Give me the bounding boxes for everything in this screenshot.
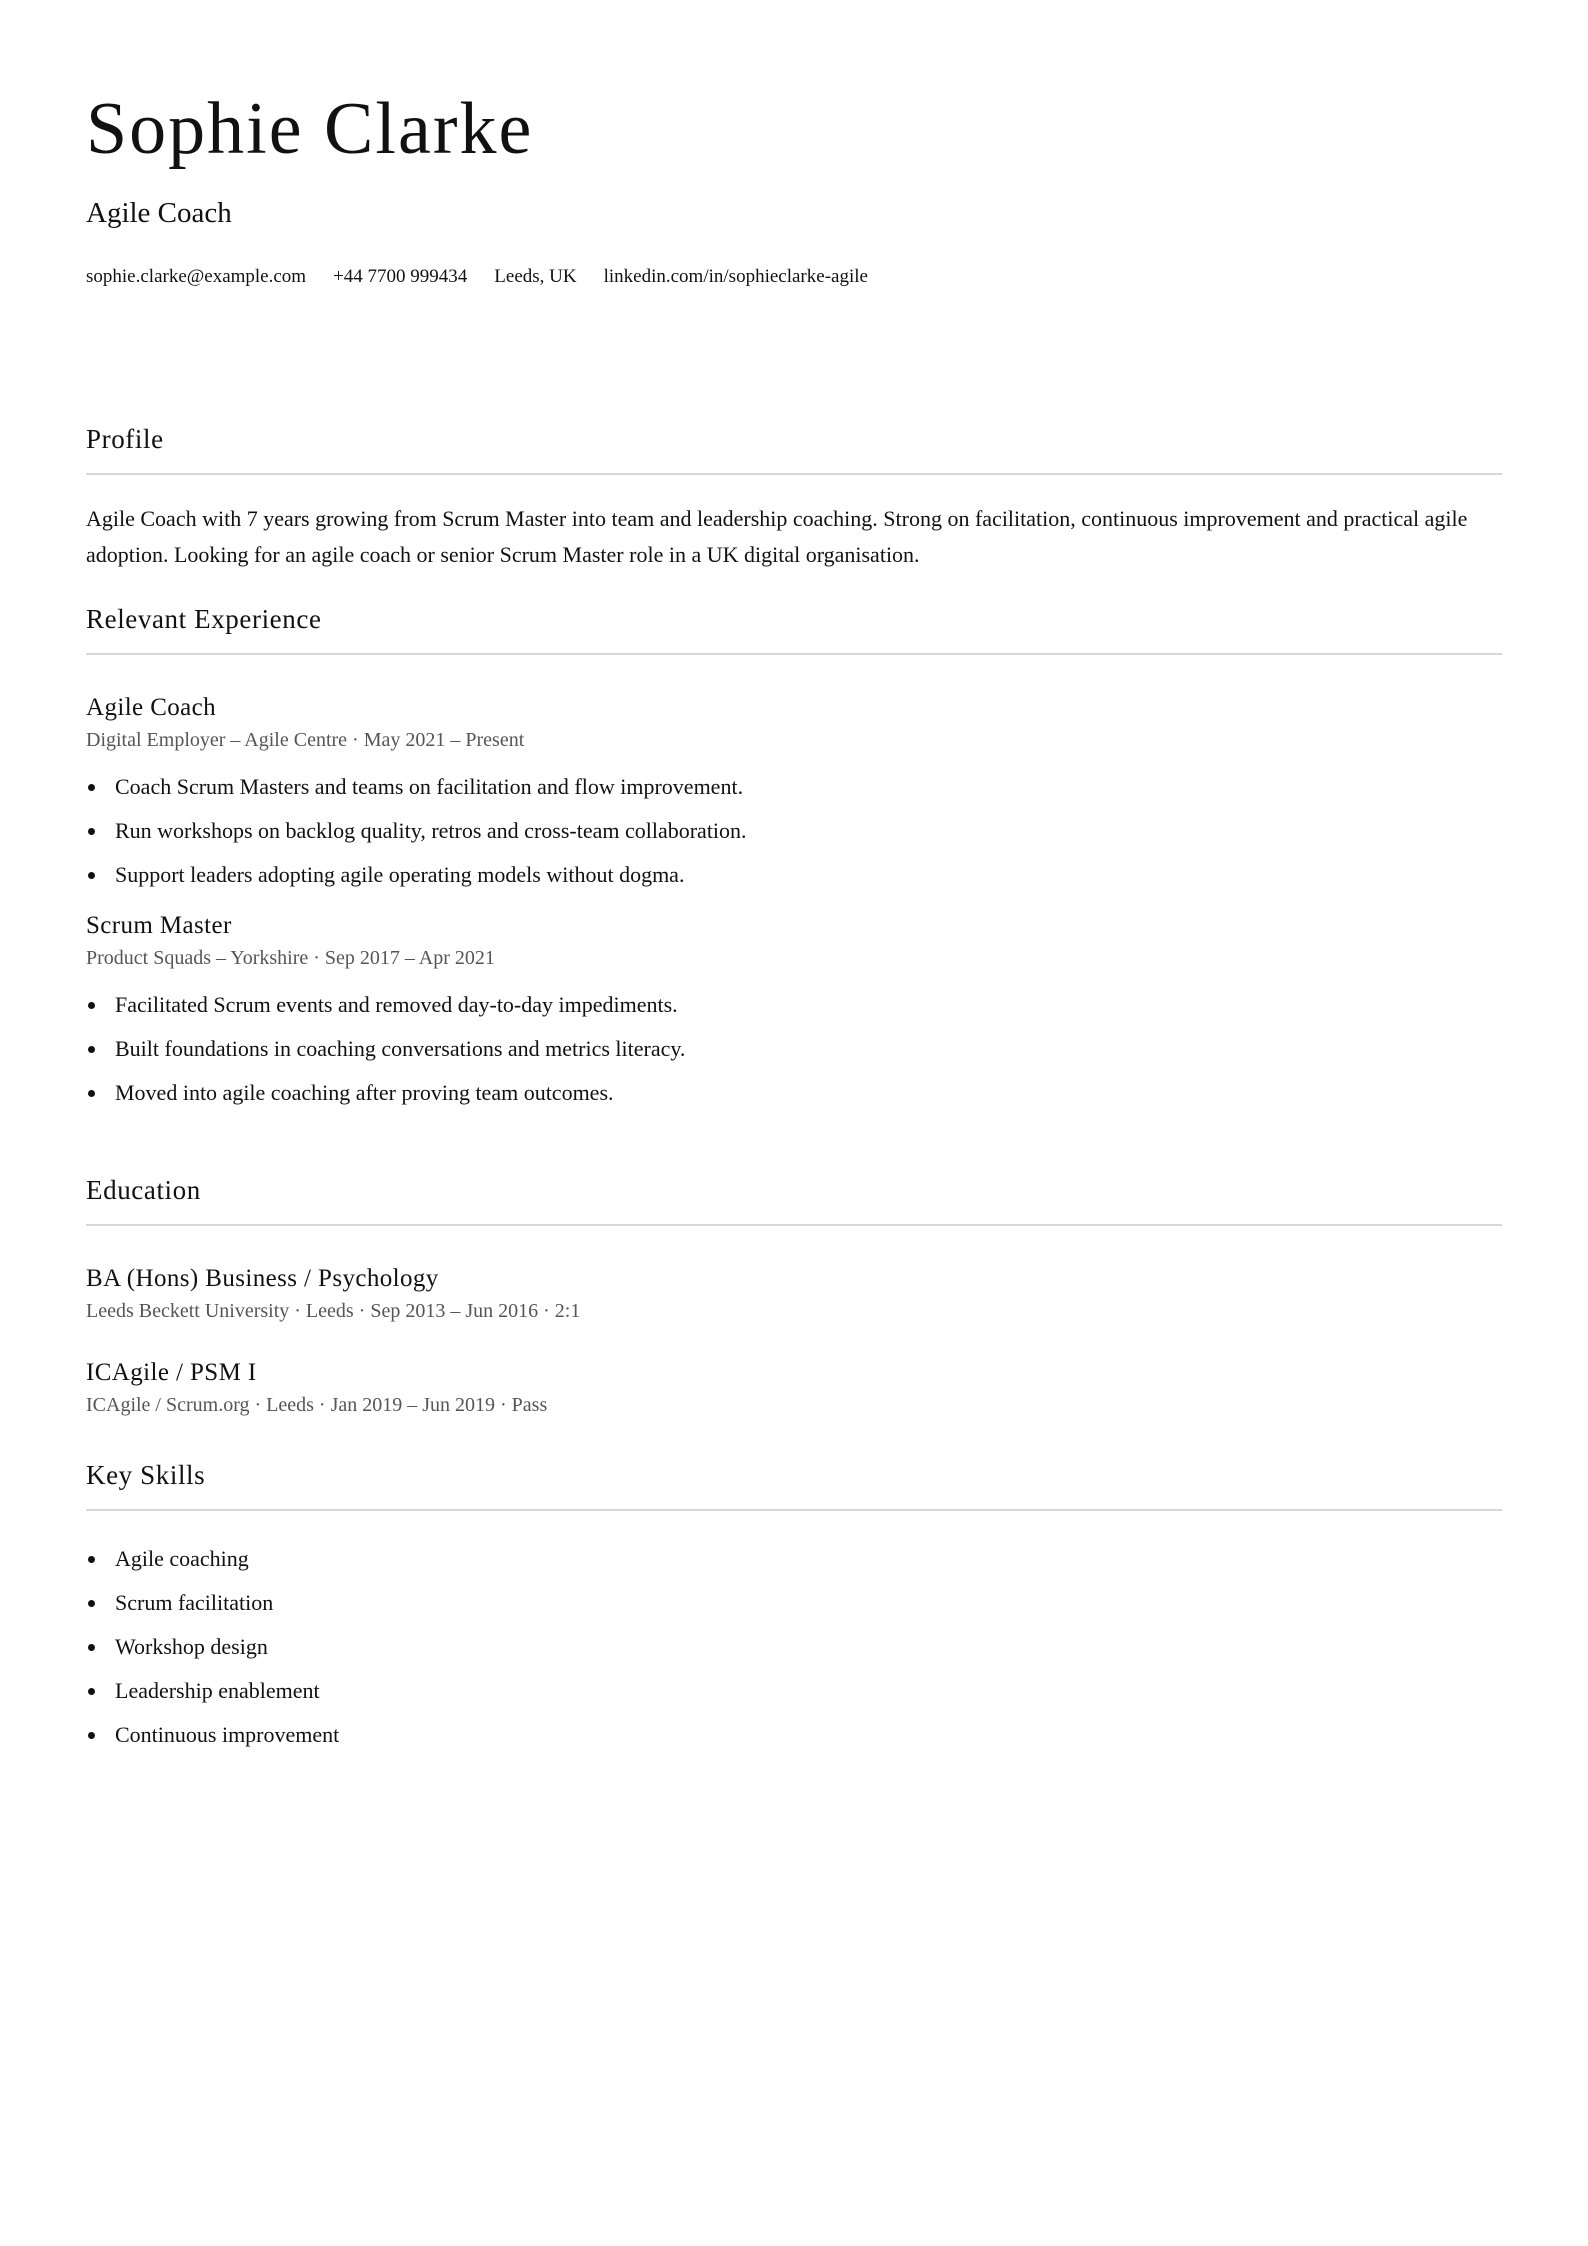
section-heading-skills: Key Skills [86,1460,1502,1511]
list-item: Support leaders adopting agile operating models without dogma. [86,853,1502,897]
section-heading-profile: Profile [86,424,1502,475]
list-item: Facilitated Scrum events and removed day-to-day impediments. [86,983,1502,1027]
job-bullets [86,983,1502,1115]
job-title: Scrum Master [86,912,232,939]
candidate-name: Sophie Clarke [86,88,534,170]
education-title: ICAgile / PSM I [86,1359,257,1386]
job-meta: Digital Employer – Agile Centre · May 2021 – Present [86,729,525,751]
education-title: BA (Hons) Business / Psychology [86,1265,439,1292]
profile-section [86,424,1502,573]
list-item: Coach Scrum Masters and teams on facilitation and flow improvement. [86,765,1502,809]
skills-section [86,1460,1502,1757]
job-meta: Product Squads – Yorkshire · Sep 2017 – Apr 2021 [86,947,495,969]
skill-item: Continuous improvement [86,1713,1502,1757]
job-title: Agile Coach [86,694,217,721]
education-meta: ICAgile / Scrum.org · Leeds · Jan 2019 – Jun 2019 · Pass [86,1394,548,1416]
experience-section [86,604,1502,1115]
contact-bar [86,266,868,288]
profile-summary: Agile Coach with 7 years growing from Scrum Master into team and leadership coaching. Strong on facilitation, continuous improvement and practical agile adoption. Looking for an agile coach or senior Scrum Master role in a UK digital organisation. [86,506,1468,567]
section-heading-experience: Relevant Experience [86,604,1502,655]
education-section [86,1175,1502,1418]
skill-item: Leadership enablement [86,1669,1502,1713]
education-meta: Leeds Beckett University · Leeds · Sep 2013 – Jun 2016 · 2:1 [86,1300,581,1322]
skill-item: Agile coaching [86,1537,1502,1581]
education-entry [86,1264,1502,1324]
education-entry [86,1358,1502,1418]
contact-location: Leeds, UK [494,266,577,287]
skill-item: Scrum facilitation [86,1581,1502,1625]
job-bullets [86,765,1502,897]
contact-email[interactable]: sophie.clarke@example.com [86,266,307,287]
job-entry [86,911,1502,1115]
list-item: Run workshops on backlog quality, retros and cross-team collaboration. [86,809,1502,853]
contact-phone[interactable]: +44 7700 999434 [333,266,468,287]
skills-list [86,1537,1502,1757]
candidate-title: Agile Coach [86,197,232,229]
list-item: Moved into agile coaching after proving team outcomes. [86,1071,1502,1115]
skill-item: Workshop design [86,1625,1502,1669]
section-heading-education: Education [86,1175,1502,1226]
list-item: Built foundations in coaching conversations and metrics literacy. [86,1027,1502,1071]
job-entry [86,693,1502,897]
contact-linkedin[interactable]: linkedin.com/in/sophieclarke-agile [603,266,868,287]
